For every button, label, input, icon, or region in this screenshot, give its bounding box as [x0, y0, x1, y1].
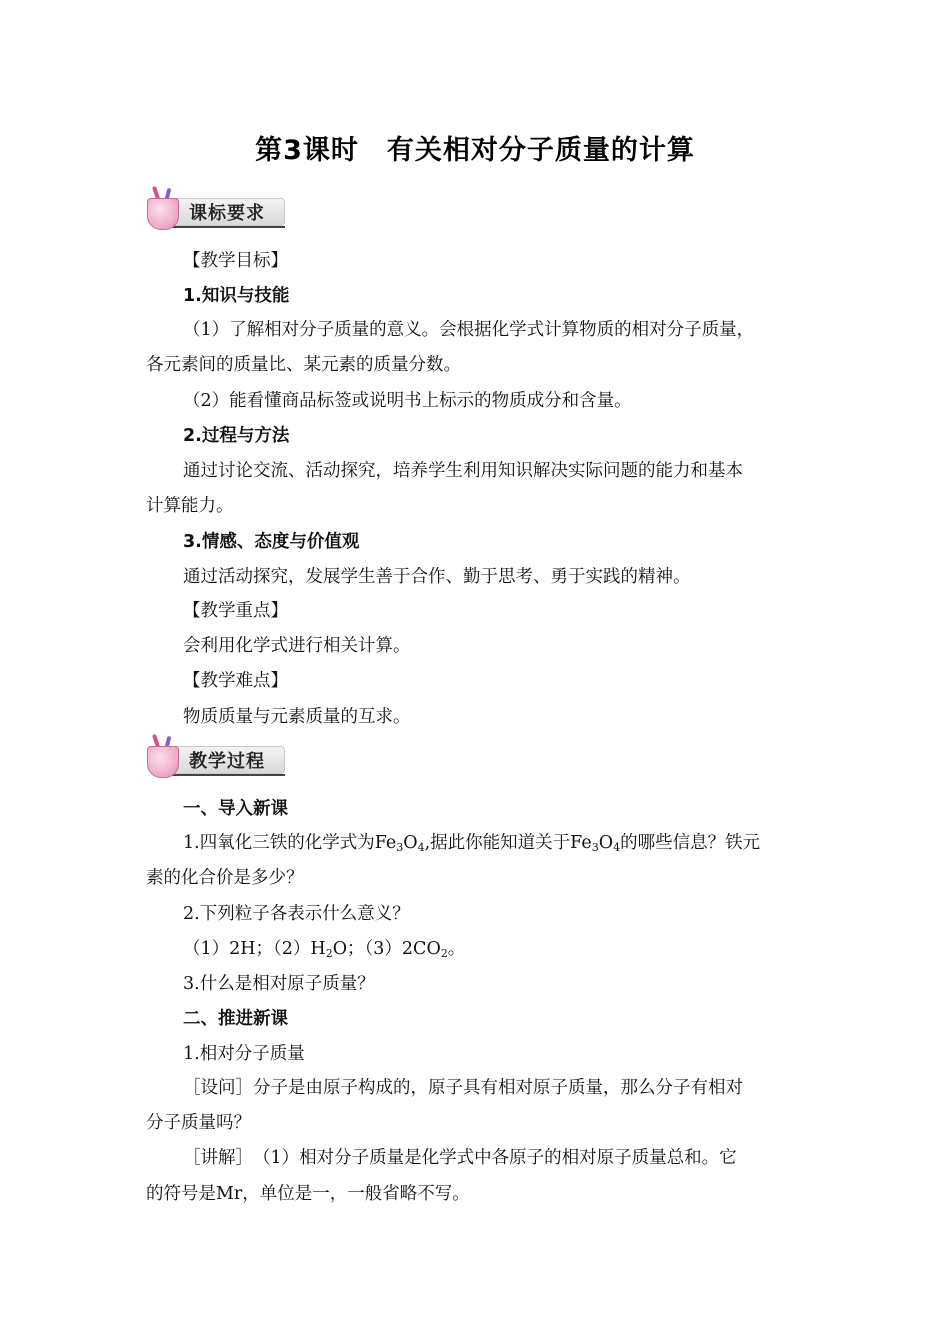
paragraph-line: 通过活动探究，发展学生善于合作、勤于思考、勇于实践的精神。	[183, 567, 691, 587]
paragraph-line: （2）能看懂商品标签或说明书上标示的物质成分和含量。	[183, 391, 632, 411]
subheading-process: 2.过程与方法	[183, 426, 290, 446]
paragraph-line: ［设问］分子是由原子构成的，原子具有相对原子质量，那么分子有相对	[183, 1078, 743, 1098]
badge-label: 教学过程	[189, 751, 265, 772]
section-heading-difficulties: 【教学难点】	[183, 671, 288, 691]
section-heading-intro: 一、导入新课	[183, 799, 288, 819]
paragraph-line: 各元素间的质量比、某元素的质量分数。	[146, 355, 461, 375]
badge-label: 课标要求	[189, 203, 265, 224]
section-heading-new-lesson: 二、推进新课	[183, 1009, 288, 1029]
paragraph-line: 会利用化学式进行相关计算。	[183, 636, 411, 656]
curriculum-badge	[143, 186, 288, 232]
badge-underline	[165, 774, 285, 776]
paragraph-line: 分子质量吗？	[146, 1113, 251, 1133]
page-title: 第3课时 有关相对分子质量的计算	[255, 135, 695, 166]
paragraph-line: ［讲解］ （1）相对分子质量是化学式中各原子的相对原子质量总和。它	[183, 1148, 737, 1168]
process-badge	[143, 734, 288, 780]
paragraph-line: 的符号是Mr，单位是一，一般省略不写。	[146, 1184, 470, 1204]
paragraph-line: （1）2H；$(2)H_2O$；$(3)2CO_2$。	[183, 939, 466, 960]
paragraph-line: 素的化合价是多少？	[146, 868, 304, 888]
badge-underline	[165, 226, 285, 228]
subheading-knowledge: 1.知识与技能	[183, 286, 290, 306]
paragraph-line: 通过讨论交流、活动探究，培养学生利用知识解决实际问题的能力和基本	[183, 461, 743, 481]
paragraph-line: 3.什么是相对原子质量？	[183, 974, 375, 994]
paragraph-line: 1.相对分子质量	[183, 1044, 305, 1064]
section-heading-objectives: 【教学目标】	[183, 251, 288, 271]
section-heading-key-points: 【教学重点】	[183, 601, 288, 621]
paragraph-line: 1.四氧化三铁的化学式为$Fe_3O_4$,据此你能知道关于$Fe_3O_4$的哪些信息？铁元	[183, 833, 761, 854]
paragraph-line: （1）了解相对分子质量的意义。会根据化学式计算物质的相对分子质量，	[183, 320, 755, 340]
pen-cup-icon	[147, 198, 179, 230]
subheading-emotion: 3.情感、态度与价值观	[183, 532, 360, 552]
paragraph-line: 2.下列粒子各表示什么意义？	[183, 904, 410, 924]
pen-cup-icon	[147, 746, 179, 778]
paragraph-line: 计算能力。	[146, 496, 234, 516]
paragraph-line: 物质质量与元素质量的互求。	[183, 707, 411, 727]
